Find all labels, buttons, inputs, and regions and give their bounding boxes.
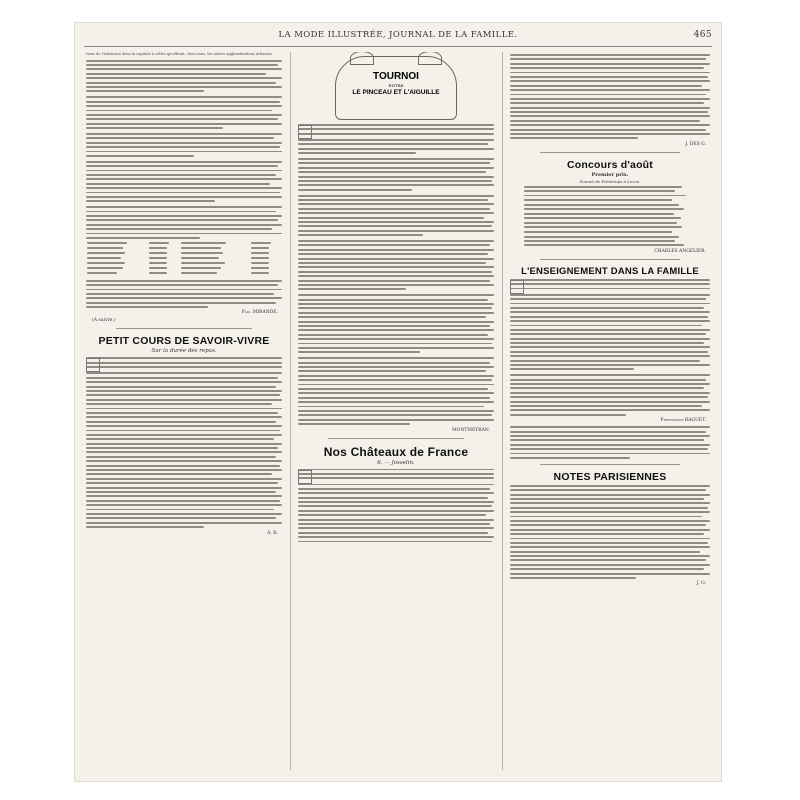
column-rule: [502, 52, 503, 770]
section-title: NOTES PARISIENNES: [553, 470, 667, 483]
ornament-between: ENTRE: [388, 83, 404, 88]
divider: [540, 152, 680, 153]
continuation-note: (A suivre.): [92, 318, 116, 324]
sonnet-text: [510, 186, 710, 246]
intro-paragraph: tions de l'existence dans la capitale à celles qu'offrent, chez nous, les autres agglomérations urbaines.: [86, 52, 273, 56]
drop-cap-ornament: [510, 280, 524, 294]
newspaper-page: [74, 22, 722, 782]
body-text-block: [510, 426, 710, 459]
running-head: [74, 30, 722, 44]
section-subtitle: Sur la durée des repas.: [151, 348, 217, 355]
drop-cap-ornament: [298, 125, 312, 139]
drop-cap-ornament: [86, 358, 100, 372]
column-2: [298, 52, 494, 772]
section-title: Nos Châteaux de France: [323, 444, 469, 459]
section-subtitle: 6. — Josselin.: [377, 459, 415, 466]
leaf-ornament-icon: [350, 52, 374, 65]
section-title: Concours d'août: [567, 158, 653, 171]
prize-subtitle: Sonnet de Printemps à Lecce.: [579, 178, 641, 184]
statistics-table: [86, 242, 282, 277]
column-1: [86, 52, 282, 772]
leaf-ornament-icon: [418, 52, 442, 65]
body-text-block: [298, 124, 494, 425]
body-text-block: [86, 280, 282, 308]
divider: [540, 464, 680, 465]
top-rule: [84, 46, 712, 47]
body-text-block: [298, 469, 494, 543]
ornament-title: TOURNOI: [373, 71, 419, 82]
drop-cap-ornament: [298, 470, 312, 484]
body-text-block: [510, 54, 710, 139]
column-3: [510, 52, 710, 772]
signature: J. G.: [696, 581, 706, 587]
signature: Paul MIRANDE.: [241, 310, 278, 316]
poem-signature: CHARLES ANGÉLIER.: [654, 248, 706, 254]
section-title: L'ENSEIGNEMENT DANS LA FAMILLE: [521, 265, 699, 277]
prize-label: Premier prix.: [591, 171, 629, 178]
column-rule: [290, 52, 291, 770]
body-text-block: [86, 357, 282, 528]
divider: [328, 438, 464, 439]
running-head-title: LA MODE ILLUSTRÉE, JOURNAL DE LA FAMILLE.: [278, 30, 518, 40]
signature: J. DES G.: [685, 141, 706, 147]
body-text-block: [510, 279, 710, 416]
page-number: 465: [693, 30, 712, 40]
signature: A. R.: [267, 530, 278, 536]
ornamental-title-frame: [335, 56, 457, 120]
signature: Professeur RAGUET.: [660, 418, 706, 424]
body-text-block: [510, 485, 710, 579]
signature: MONTMEYRAN.: [452, 427, 490, 433]
ornament-subtitle: LE PINCEAU ET L'AIGUILLE: [352, 89, 440, 96]
section-title: PETIT COURS DE SAVOIR-VIVRE: [98, 335, 270, 348]
divider: [116, 328, 252, 329]
divider: [540, 259, 680, 260]
body-text-block: [86, 60, 282, 239]
